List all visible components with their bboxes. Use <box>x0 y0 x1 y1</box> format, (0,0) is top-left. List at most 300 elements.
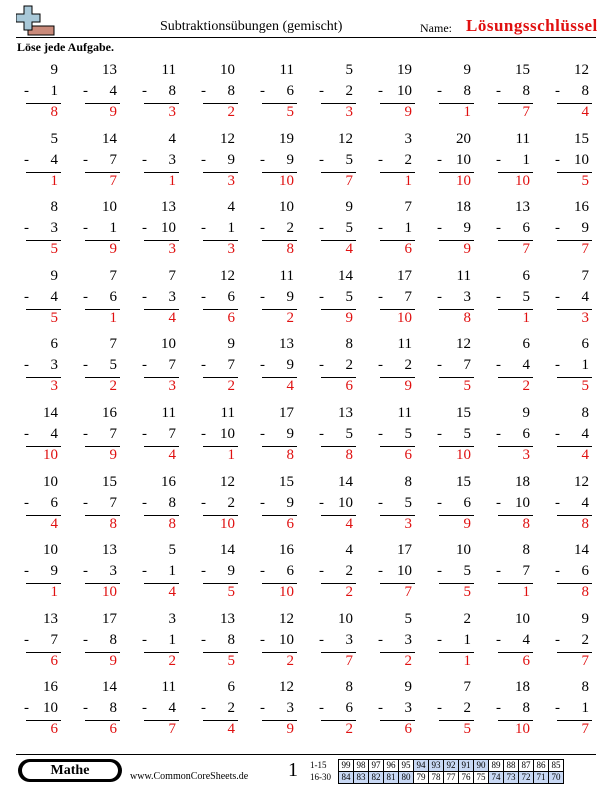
subtrahend-line <box>142 83 176 100</box>
minuend: 16 <box>574 199 589 216</box>
subtrahend-line <box>260 495 294 512</box>
minuend: 6 <box>50 336 58 353</box>
minus-sign: - <box>437 220 442 237</box>
subtrahend-line <box>555 426 589 443</box>
minus-sign: - <box>437 83 442 99</box>
answer: 2 <box>109 378 117 395</box>
subtrahend-line <box>437 563 471 580</box>
problem <box>482 268 541 337</box>
subtrahend-line <box>201 357 235 374</box>
minus-sign: - <box>83 425 88 442</box>
minus-sign: - <box>496 83 501 99</box>
minus-sign: - <box>555 288 560 305</box>
problem <box>69 199 128 268</box>
minuend: 16 <box>102 404 117 421</box>
subtrahend: 4 <box>168 700 176 717</box>
minuend: 15 <box>574 130 589 147</box>
minuend: 6 <box>522 336 530 353</box>
subtrahend-line <box>378 426 412 443</box>
subtrahend-line <box>24 700 58 717</box>
answer: 1 <box>50 172 58 189</box>
subtrahend-line <box>378 289 412 306</box>
subtrahend: 6 <box>50 494 58 511</box>
minuend: 13 <box>102 542 117 559</box>
footer <box>16 754 596 789</box>
minuend: 12 <box>574 62 589 78</box>
subtrahend: 4 <box>50 425 58 442</box>
answer: 3 <box>168 241 176 258</box>
minus-sign: - <box>555 563 560 580</box>
subtrahend-line <box>24 220 58 237</box>
subtrahend-line <box>555 495 589 512</box>
minuend: 10 <box>43 473 58 490</box>
score-cell: 70 <box>549 772 564 784</box>
score-cell: 96 <box>384 760 399 772</box>
subtrahend-line <box>260 83 294 100</box>
score-cell: 80 <box>399 772 414 784</box>
minus-sign: - <box>24 220 29 237</box>
minuend: 6 <box>581 336 589 353</box>
subtrahend: 10 <box>161 220 176 237</box>
minuend: 8 <box>522 542 530 559</box>
minuend: 4 <box>227 199 235 216</box>
subtrahend-line <box>260 357 294 374</box>
answer: 7 <box>345 652 353 669</box>
minus-sign: - <box>496 357 501 374</box>
minus-sign: - <box>437 425 442 442</box>
minus-sign: - <box>24 631 29 648</box>
problem <box>423 131 482 200</box>
minuend: 7 <box>463 679 471 696</box>
minus-sign: - <box>437 631 442 648</box>
problem <box>10 474 69 543</box>
minuend: 8 <box>345 679 353 696</box>
minus-sign: - <box>24 288 29 305</box>
minuend: 12 <box>279 679 294 696</box>
problem <box>364 542 423 611</box>
answer: 8 <box>168 515 176 532</box>
subtrahend: 7 <box>50 631 58 648</box>
subtrahend-line <box>378 152 412 169</box>
subtrahend-line <box>83 632 117 649</box>
answer: 3 <box>522 446 530 463</box>
subtrahend-line <box>142 357 176 374</box>
problem <box>128 336 187 405</box>
minuend: 13 <box>102 62 117 78</box>
minuend: 17 <box>397 267 412 284</box>
answer: 1 <box>463 652 471 669</box>
answer: 9 <box>109 241 117 258</box>
score-cell: 90 <box>474 760 489 772</box>
problem <box>69 336 128 405</box>
minuend: 9 <box>463 62 471 78</box>
subtrahend-line <box>319 495 353 512</box>
problem <box>305 131 364 200</box>
subtrahend: 4 <box>50 288 58 305</box>
answer: 8 <box>581 515 589 532</box>
subtrahend: 4 <box>522 631 530 648</box>
minuend: 11 <box>161 679 176 696</box>
problem <box>482 474 541 543</box>
problem <box>187 611 246 680</box>
subtrahend: 3 <box>286 700 294 717</box>
answer: 5 <box>286 104 294 120</box>
minuend: 15 <box>456 404 471 421</box>
minus-sign: - <box>555 700 560 717</box>
minus-sign: - <box>83 494 88 511</box>
minuend: 12 <box>279 610 294 627</box>
score-cell: 81 <box>384 772 399 784</box>
minus-sign: - <box>142 288 147 305</box>
answer: 5 <box>581 378 589 395</box>
problem <box>364 62 423 131</box>
subtrahend: 10 <box>220 425 235 442</box>
minuend: 16 <box>43 679 58 696</box>
answer: 1 <box>168 172 176 189</box>
minus-sign: - <box>378 83 383 99</box>
problem <box>69 268 128 337</box>
answer: 8 <box>286 446 294 463</box>
minuend: 15 <box>102 473 117 490</box>
problem <box>246 474 305 543</box>
subtrahend: 6 <box>522 220 530 237</box>
subtrahend-line <box>555 700 589 717</box>
minus-sign: - <box>319 700 324 717</box>
subtrahend: 4 <box>581 425 589 442</box>
subtrahend-line <box>83 220 117 237</box>
subtrahend: 6 <box>227 288 235 305</box>
subtrahend: 7 <box>522 563 530 580</box>
score-cell: 71 <box>534 772 549 784</box>
problem <box>69 542 128 611</box>
problem-row <box>10 268 600 337</box>
subtrahend: 6 <box>109 288 117 305</box>
subtrahend: 9 <box>286 151 294 168</box>
subtrahend: 3 <box>50 357 58 374</box>
minus-sign: - <box>142 357 147 374</box>
subtrahend-line <box>496 152 530 169</box>
minuend: 5 <box>168 542 176 559</box>
minuend: 4 <box>345 542 353 559</box>
minuend: 18 <box>515 473 530 490</box>
problem <box>128 131 187 200</box>
problem <box>482 542 541 611</box>
minuend: 9 <box>404 679 412 696</box>
minuend: 9 <box>345 199 353 216</box>
minuend: 10 <box>456 542 471 559</box>
subtrahend-line <box>496 426 530 443</box>
subtrahend-line <box>201 495 235 512</box>
subtrahend: 5 <box>463 425 471 442</box>
minus-sign: - <box>437 700 442 717</box>
subtrahend-line <box>437 220 471 237</box>
answer: 1 <box>522 584 530 601</box>
subtrahend: 10 <box>456 151 471 168</box>
answer: 1 <box>404 172 412 189</box>
answer: 5 <box>463 721 471 738</box>
minuend: 2 <box>463 610 471 627</box>
minus-sign: - <box>83 83 88 99</box>
subtrahend-line <box>378 357 412 374</box>
score-cell: 94 <box>414 760 429 772</box>
answer: 8 <box>345 446 353 463</box>
subtrahend-line <box>83 426 117 443</box>
subtrahend: 3 <box>404 631 412 648</box>
minus-sign: - <box>555 220 560 237</box>
answer: 8 <box>286 241 294 258</box>
minuend: 16 <box>161 473 176 490</box>
problem <box>128 405 187 474</box>
answer: 5 <box>463 584 471 601</box>
answer: 6 <box>345 378 353 395</box>
subtrahend-line <box>555 632 589 649</box>
subtrahend-line <box>201 289 235 306</box>
subtrahend: 8 <box>168 494 176 511</box>
subtrahend: 8 <box>581 83 589 99</box>
problem <box>305 336 364 405</box>
subtrahend: 1 <box>522 151 530 168</box>
answer: 3 <box>404 515 412 532</box>
score-cell: 85 <box>549 760 564 772</box>
subtrahend-line <box>24 152 58 169</box>
minuend: 14 <box>102 679 117 696</box>
subtrahend-line <box>201 220 235 237</box>
subtrahend-line <box>260 289 294 306</box>
subtrahend: 9 <box>463 220 471 237</box>
minuend: 7 <box>168 267 176 284</box>
answer: 1 <box>50 584 58 601</box>
answer: 2 <box>286 309 294 326</box>
answer: 9 <box>463 241 471 258</box>
subtrahend: 8 <box>109 700 117 717</box>
subtrahend: 4 <box>109 83 117 99</box>
minus-sign: - <box>555 631 560 648</box>
minus-sign: - <box>201 220 206 237</box>
minus-sign: - <box>496 220 501 237</box>
minuend: 9 <box>50 267 58 284</box>
minuend: 14 <box>574 542 589 559</box>
subtrahend-line <box>496 700 530 717</box>
subtrahend-line <box>24 83 58 100</box>
minus-sign: - <box>260 288 265 305</box>
minus-sign: - <box>201 357 206 374</box>
subject-badge-label: Mathe <box>22 762 118 779</box>
problem <box>246 62 305 131</box>
minus-sign: - <box>378 631 383 648</box>
answer: 9 <box>109 446 117 463</box>
problem <box>364 405 423 474</box>
subtrahend-line <box>83 495 117 512</box>
subtrahend-line <box>437 152 471 169</box>
subtrahend: 2 <box>345 357 353 374</box>
answer: 6 <box>404 241 412 258</box>
subtrahend-line <box>378 83 412 100</box>
minus-sign: - <box>437 151 442 168</box>
answer: 10 <box>43 446 58 463</box>
problem <box>364 679 423 748</box>
subtrahend: 8 <box>227 83 235 99</box>
minus-sign: - <box>24 563 29 580</box>
minus-sign: - <box>319 563 324 580</box>
answer: 1 <box>109 309 117 326</box>
minus-sign: - <box>201 563 206 580</box>
problem <box>69 611 128 680</box>
answer: 10 <box>515 721 530 738</box>
subtrahend-line <box>201 700 235 717</box>
minuend: 8 <box>581 404 589 421</box>
score-row <box>310 760 564 772</box>
minus-sign: - <box>378 563 383 580</box>
answer: 10 <box>515 172 530 189</box>
problem <box>423 268 482 337</box>
subtrahend: 8 <box>522 700 530 717</box>
subtrahend: 9 <box>286 494 294 511</box>
answer: 10 <box>397 309 412 326</box>
problem-row <box>10 542 600 611</box>
subtrahend: 5 <box>345 425 353 442</box>
subtrahend-line <box>142 495 176 512</box>
answer: 7 <box>168 721 176 738</box>
minuend: 4 <box>168 130 176 147</box>
minus-sign: - <box>319 494 324 511</box>
subtrahend: 1 <box>404 220 412 237</box>
minuend: 8 <box>581 679 589 696</box>
subtrahend-line <box>378 220 412 237</box>
answer: 3 <box>345 104 353 120</box>
score-row-label: 1-15 <box>310 760 327 770</box>
minus-sign: - <box>24 700 29 717</box>
problem <box>187 199 246 268</box>
minus-sign: - <box>378 151 383 168</box>
minus-sign: - <box>496 288 501 305</box>
subtrahend: 2 <box>345 563 353 580</box>
subtrahend-line <box>555 289 589 306</box>
score-row <box>310 772 564 784</box>
problem <box>128 679 187 748</box>
problem <box>541 336 600 405</box>
score-cell: 93 <box>429 760 444 772</box>
minuend: 14 <box>220 542 235 559</box>
problem <box>10 268 69 337</box>
subtrahend: 4 <box>50 151 58 168</box>
answer: 4 <box>345 515 353 532</box>
minuend: 14 <box>338 473 353 490</box>
subtrahend: 3 <box>168 151 176 168</box>
problem-row <box>10 199 600 268</box>
subtrahend-line <box>437 700 471 717</box>
problem <box>423 336 482 405</box>
minuend: 11 <box>279 62 294 78</box>
answer: 4 <box>581 446 589 463</box>
subtrahend: 7 <box>463 357 471 374</box>
minus-sign: - <box>260 631 265 648</box>
problem <box>305 542 364 611</box>
minus-sign: - <box>142 631 147 648</box>
subtrahend: 7 <box>404 288 412 305</box>
score-cell: 72 <box>519 772 534 784</box>
minus-sign: - <box>260 700 265 717</box>
problem <box>482 199 541 268</box>
subtrahend-line <box>437 495 471 512</box>
subtrahend: 7 <box>109 494 117 511</box>
score-table <box>310 759 564 784</box>
subtrahend: 2 <box>286 220 294 237</box>
answer: 10 <box>456 446 471 463</box>
minuend: 5 <box>50 130 58 147</box>
answer: 10 <box>279 584 294 601</box>
answer: 4 <box>168 309 176 326</box>
subtrahend: 9 <box>50 563 58 580</box>
subtrahend: 1 <box>581 700 589 717</box>
minus-sign: - <box>83 631 88 648</box>
subtrahend: 10 <box>338 494 353 511</box>
subtrahend: 8 <box>227 631 235 648</box>
answer: 10 <box>102 584 117 601</box>
answer: 7 <box>581 652 589 669</box>
subtrahend-line <box>83 83 117 100</box>
minus-sign: - <box>496 563 501 580</box>
minus-sign: - <box>496 151 501 168</box>
score-cell: 97 <box>369 760 384 772</box>
minuend: 8 <box>345 336 353 353</box>
answer: 5 <box>50 309 58 326</box>
score-cell: 95 <box>399 760 414 772</box>
problem <box>69 62 128 131</box>
problem <box>10 611 69 680</box>
subtrahend: 8 <box>522 83 530 99</box>
minus-sign: - <box>378 700 383 717</box>
score-cell: 84 <box>339 772 354 784</box>
subtrahend: 9 <box>227 563 235 580</box>
subtrahend: 1 <box>168 563 176 580</box>
subtrahend: 3 <box>168 288 176 305</box>
problem <box>187 542 246 611</box>
subtrahend-line <box>437 632 471 649</box>
problem <box>541 474 600 543</box>
minuend: 15 <box>456 473 471 490</box>
minus-sign: - <box>260 220 265 237</box>
subtrahend-line <box>24 289 58 306</box>
problem <box>128 268 187 337</box>
subtrahend-line <box>83 357 117 374</box>
problem <box>128 542 187 611</box>
problem <box>246 131 305 200</box>
score-cell: 82 <box>369 772 384 784</box>
subtrahend-line <box>555 563 589 580</box>
minuend: 11 <box>397 336 412 353</box>
answer: 4 <box>168 446 176 463</box>
answer: 3 <box>50 378 58 395</box>
subtrahend: 6 <box>286 83 294 99</box>
minuend: 14 <box>102 130 117 147</box>
problem-grid <box>10 62 600 748</box>
subtrahend: 4 <box>522 357 530 374</box>
subtrahend-line <box>437 289 471 306</box>
subtrahend: 5 <box>345 288 353 305</box>
subtrahend-line <box>319 700 353 717</box>
answer: 7 <box>522 104 530 120</box>
subtrahend: 7 <box>168 357 176 374</box>
page-number: 1 <box>288 759 298 781</box>
subtrahend-line <box>496 83 530 100</box>
subtrahend-line <box>319 152 353 169</box>
minuend: 11 <box>220 404 235 421</box>
score-cell: 99 <box>339 760 354 772</box>
minus-sign: - <box>260 357 265 374</box>
subtrahend-line <box>142 152 176 169</box>
subtrahend-line <box>260 700 294 717</box>
score-row-label: 16-30 <box>310 772 331 782</box>
